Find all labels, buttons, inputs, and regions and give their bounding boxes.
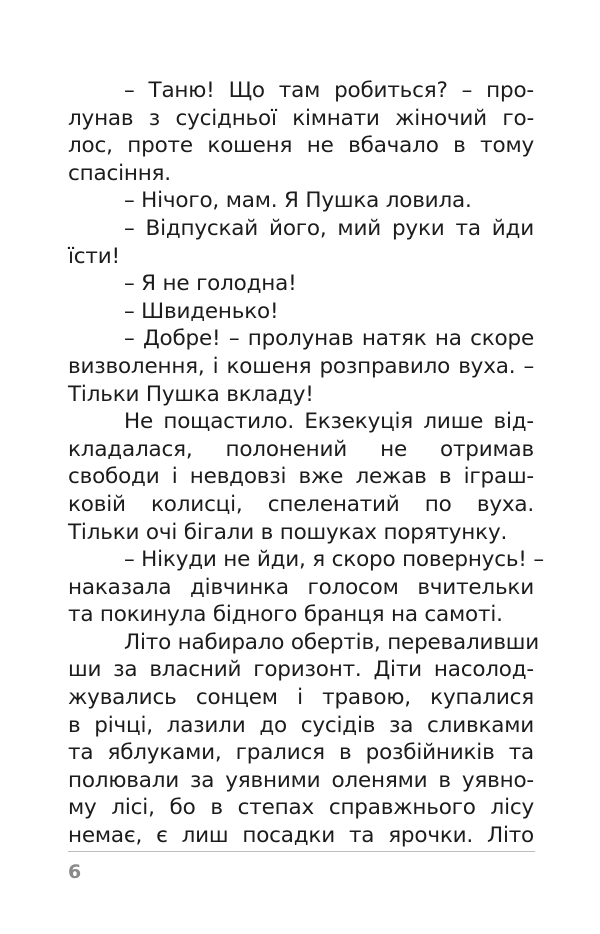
text-line: визволення, і кошеня розправило вуха. –	[68, 353, 534, 379]
text-line: лос, проте кошеня не вбачало в тому	[68, 133, 534, 159]
text-line: їсти!	[68, 243, 120, 269]
text-line: кладалася, полонений не отримав	[68, 436, 534, 462]
text-line: та яблуками, гралися в розбійників та	[68, 740, 534, 766]
text-line: полювали за уявними оленями в уявно-	[68, 767, 534, 793]
text-line: – Я не голодна!	[124, 271, 297, 297]
text-line: ковій колисці, спеленатий по вуха.	[68, 491, 534, 517]
page-number: 6	[68, 861, 82, 883]
text-line: лунав з сусідньої кімнати жіночий го-	[68, 105, 534, 131]
text-line: в річці, лазили до сусідів за сливками	[68, 712, 534, 738]
text-line: – Таню! Що там робиться? – про-	[124, 78, 534, 103]
text-line: свободи і невдовзі вже лежав в іграш-	[68, 464, 534, 490]
text-line: та покинула бідного бранця на самоті.	[68, 602, 503, 628]
footer-divider	[68, 851, 535, 852]
text-line: – Швиденько!	[124, 298, 279, 324]
body-text	[68, 77, 544, 850]
text-line: Літо набирало обертів, переваливши	[124, 629, 540, 655]
text-line: спасіння.	[68, 160, 171, 186]
text-line: наказала дівчинка голосом вчительки	[68, 574, 534, 600]
text-line: Тільки очі бігали в пошуках порятунку.	[68, 519, 508, 545]
text-line: немає, є лиш посадки та ярочки. Літо	[68, 823, 534, 849]
text-line: Не пощастило. Екзекуція лише від-	[124, 409, 534, 435]
text-line: Тільки Пушка вкладу!	[68, 381, 314, 407]
text-line: му лісі, бо в степах справжнього лісу	[68, 795, 534, 821]
text-line: – Відпускай його, мий руки та йди	[124, 215, 534, 241]
text-line: ши за власний горизонт. Діти насолод-	[68, 657, 534, 683]
text-line: – Нікуди не йди, я скоро повернусь! –	[124, 547, 544, 573]
text-line: жувались сонцем і травою, купалися	[68, 685, 534, 711]
text-line: – Добре! – пролунав натяк на скоре	[124, 326, 534, 352]
text-line: – Нічого, мам. Я Пушка ловила.	[124, 188, 472, 214]
